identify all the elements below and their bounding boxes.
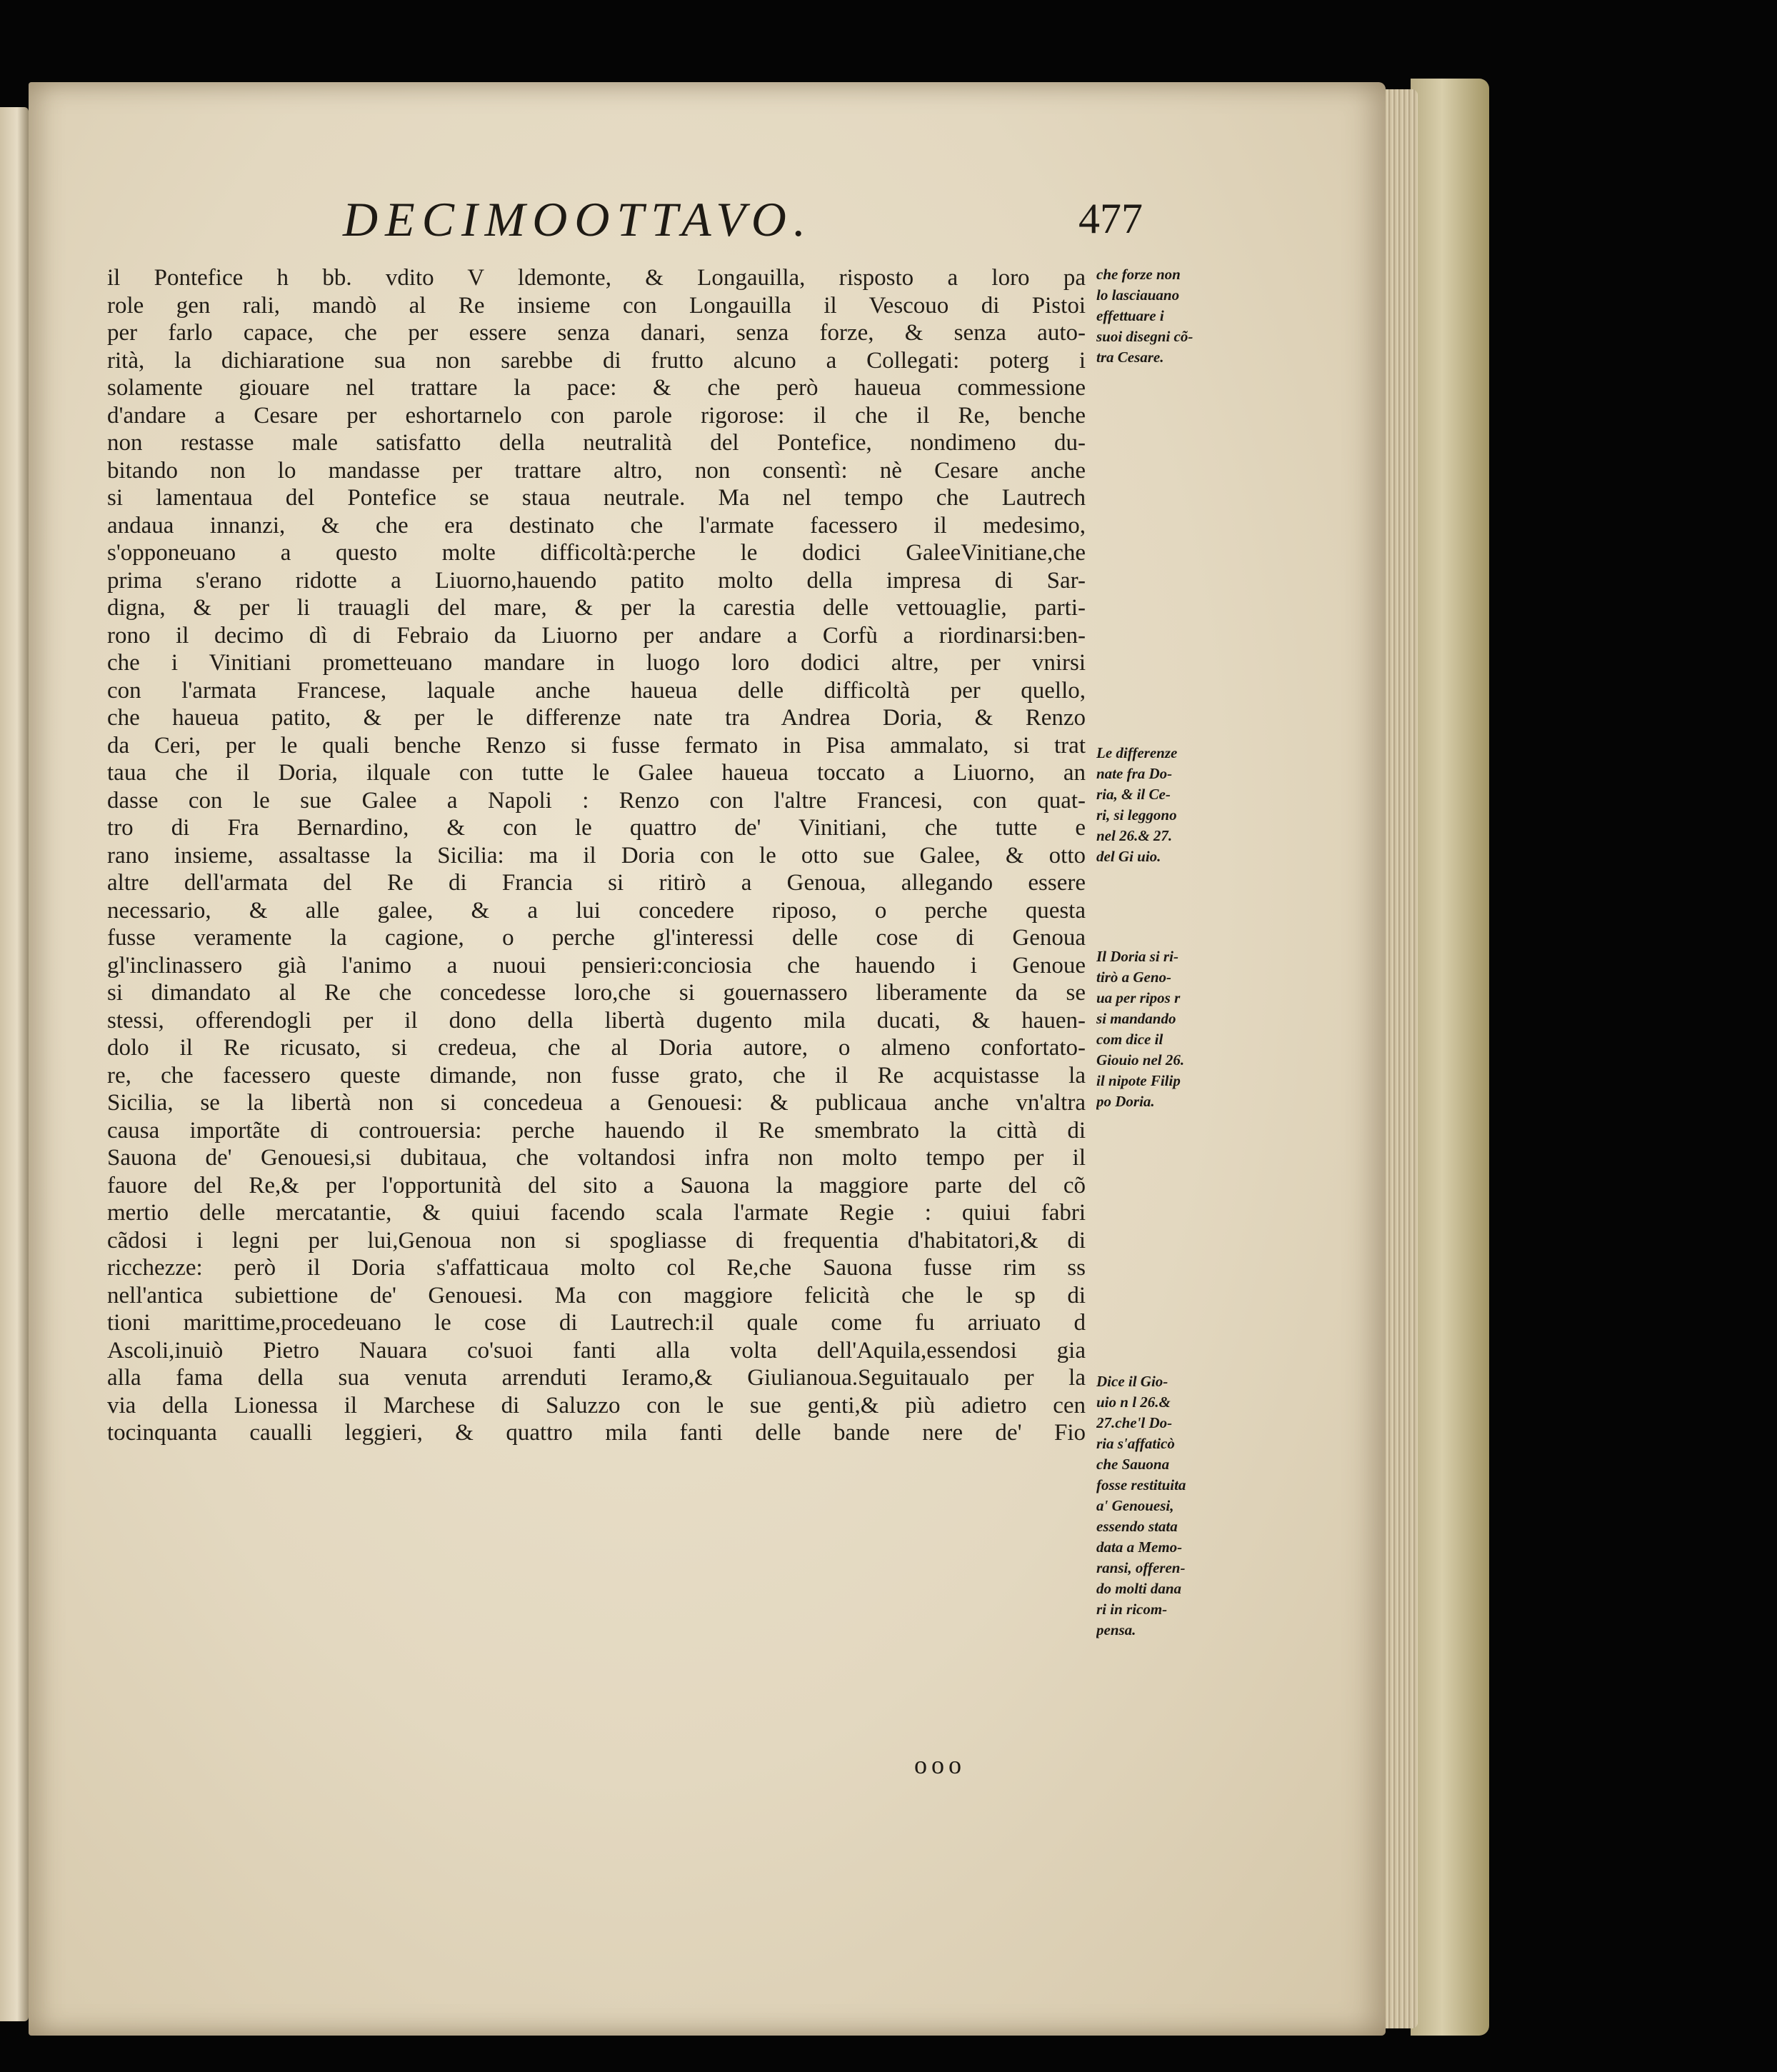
margin-note-line: do molti dana (1096, 1580, 1182, 1597)
text-line: alla fama della sua venuta arrenduti Ieramo,& Giulianoua.Seguitaualo per la (107, 1365, 1086, 1391)
text-line: s'opponeuano a questo molte difficoltà:perche le dodici GaleeVinitiane,che (107, 540, 1086, 566)
text-line: Ascoli,inuiò Pietro Nauara co'suoi fanti alla volta dell'Aquila,essendosi gia (107, 1337, 1086, 1363)
page-header (343, 191, 1143, 256)
text-line: role gen rali, mandò al Re insieme con Longauilla il Vescouo di Pistoi (107, 292, 1086, 319)
text-line: il Pontefice h bb. vdito V ldemonte, & Longauilla, risposto a loro pa (107, 265, 1086, 291)
text-line: necessario, & alle galee, & a lui concedere riposo, o perche questa (107, 897, 1086, 924)
text-line: prima s'erano ridotte a Liuorno,hauendo patito molto della impresa di Sar- (107, 567, 1086, 594)
text-line: dolo il Re ricusato, si credeua, che al Doria autore, o almeno confortato- (107, 1035, 1086, 1061)
margin-note-line: si mandando (1096, 1010, 1176, 1027)
text-line: d'andare a Cesare per eshortarnelo con parole rigorose: il che il Re, benche (107, 402, 1086, 429)
margin-note-line: a' Genouesi, (1096, 1497, 1174, 1514)
margin-note-differenze (1096, 743, 1232, 867)
margin-note-line: nel 26.& 27. (1096, 827, 1173, 844)
text-line: tro di Fra Bernardino, & con le quattro de' Vinitiani, che tutte e (107, 815, 1086, 841)
margin-note-line: pensa. (1096, 1621, 1136, 1638)
text-line: bitando non lo mandasse per trattare altro, non consentì: nè Cesare anche (107, 457, 1086, 484)
text-line: nell'antica subiettione de' Genouesi. Ma con maggiore felicità che le sp di (107, 1282, 1086, 1308)
page-number: 477 (1078, 195, 1143, 242)
signature-mark: ooo (914, 1751, 966, 1779)
text-line: mertio delle mercatantie, & quiui facendo scala l'armate Regie : quiui fabri (107, 1200, 1086, 1226)
margin-note-line: nate fra Do- (1096, 765, 1173, 782)
text-line: cãdosi i legni per lui,Genoua non si spogliasse di frequentia d'habitatori,& di (107, 1227, 1086, 1253)
margin-note-line: po Doria. (1096, 1093, 1155, 1110)
margin-note-line: che forze non (1096, 266, 1181, 283)
margin-note-line: essendo stata (1096, 1518, 1178, 1535)
margin-note-forze (1096, 264, 1232, 368)
margin-note-line: data a Memo- (1096, 1538, 1183, 1556)
margin-note-line: fosse restituita (1096, 1476, 1186, 1493)
margin-note-line: effettuare i (1096, 307, 1164, 324)
text-line: andaua innanzi, & che era destinato che l'armate facessero il medesimo, (107, 512, 1086, 539)
text-line: fusse veramente la cagione, o perche gl'interessi delle cose di Genoua (107, 925, 1086, 951)
text-line: rano insieme, assaltasse la Sicilia: ma il Doria con le otto sue Galee, & otto (107, 842, 1086, 869)
text-line: altre dell'armata del Re di Francia si ritirò a Genoua, allegando essere (107, 870, 1086, 896)
text-line: che i Vinitiani prometteuano mandare in luogo loro dodici altre, per vnirsi (107, 650, 1086, 676)
margin-note-sauona (1096, 1371, 1232, 1641)
text-line: Sauona de' Genouesi,si dubitaua, che voltandosi infra non molto tempo per il (107, 1145, 1086, 1171)
text-line: taua che il Doria, ilquale con tutte le Galee haueua toccato a Liuorno, an (107, 760, 1086, 786)
margin-note-line: Le differenze (1096, 744, 1178, 761)
text-line: fauore del Re,& per l'opportunità del sito a Sauona la maggiore parte del cõ (107, 1172, 1086, 1198)
text-line: digna, & per li trauagli del mare, & per la carestia delle vettouaglie, parti- (107, 595, 1086, 621)
text-line: solamente giouare nel trattare la pace: & che però haueua commessione (107, 375, 1086, 401)
text-line: Sicilia, se la libertà non si concedeua a Genouesi: & publicaua anche vn'altra (107, 1090, 1086, 1116)
text-line: non restasse male satisfatto della neutralità del Pontefice, nondimeno du- (107, 430, 1086, 456)
margin-note-line: Giouio nel 26. (1096, 1051, 1185, 1068)
margin-note-line: ua per ripos r (1096, 989, 1181, 1006)
text-line: dasse con le sue Galee a Napoli : Renzo con l'altre Francesi, con quat- (107, 787, 1086, 814)
margin-note-line: com dice il (1096, 1031, 1163, 1048)
margin-note-line: 27.che'l Do- (1096, 1414, 1173, 1431)
book-cover-edge (1411, 79, 1489, 2036)
text-line: per farlo capace, che per essere senza danari, senza forze, & senza auto- (107, 320, 1086, 346)
text-line: tioni marittime,procedeuano le cose di Lautrech:il quale come fu arriuato d (107, 1310, 1086, 1336)
text-line: rità, la dichiaratione sua non sarebbe di frutto alcuno a Collegati: poterg i (107, 347, 1086, 374)
previous-page-edge (0, 107, 29, 2021)
margin-note-line: del Gi uio. (1096, 848, 1161, 865)
margin-note-line: uio n l 26.& (1096, 1393, 1171, 1411)
margin-note-line: ria, & il Ce- (1096, 786, 1171, 803)
main-text-block (107, 264, 1086, 1447)
margin-note-line: ransi, offeren- (1096, 1559, 1186, 1576)
text-line: causa importãte di controuersia: perche hauendo il Re smembrato la città di (107, 1117, 1086, 1143)
text-line: stessi, offerendogli per il dono della libertà dugento mila ducati, & hauen- (107, 1007, 1086, 1034)
text-line: con l'armata Francese, laquale anche haueua delle difficoltà per quello, (107, 677, 1086, 704)
margin-note-line: tirò a Geno- (1096, 969, 1171, 986)
text-line: tocinquanta caualli leggieri, & quattro mila fanti delle bande nere de' Fio (107, 1420, 1086, 1446)
margin-note-line: ri, si leggono (1096, 806, 1177, 824)
margin-note-line: lo lasciauano (1096, 286, 1180, 304)
running-title: DECIMOOTTAVO. (343, 192, 813, 246)
margin-note-line: Il Doria si ri- (1096, 948, 1178, 965)
margin-note-line: che Sauona (1096, 1456, 1170, 1473)
text-line: si lamentaua del Pontefice se staua neutrale. Ma nel tempo che Lautrech (107, 485, 1086, 511)
margin-note-line: il nipote Filip (1096, 1072, 1181, 1089)
text-line: gl'inclinassero già l'animo a nuoui pensieri:conciosia che hauendo i Genoue (107, 952, 1086, 979)
text-line: ricchezze: però il Doria s'affatticaua molto col Re,che Sauona fusse rim ss (107, 1255, 1086, 1281)
text-line: via della Lionessa il Marchese di Saluzzo con le sue genti,& più adietro cen (107, 1392, 1086, 1418)
text-line: re, che facessero queste dimande, non fusse grato, che il Re acquistasse la (107, 1062, 1086, 1088)
margin-note-line: ria s'affaticò (1096, 1435, 1175, 1452)
margin-note-line: ri in ricom- (1096, 1601, 1168, 1618)
margin-note-line: Dice il Gio- (1096, 1373, 1168, 1390)
margin-note-doria-ritiro (1096, 946, 1232, 1112)
text-line: che haueua patito, & per le differenze nate tra Andrea Doria, & Renzo (107, 705, 1086, 731)
text-line: si dimandato al Re che concedesse loro,che si gouernassero liberamente da se (107, 980, 1086, 1006)
margin-note-line: tra Cesare. (1096, 349, 1164, 366)
margin-note-line: suoi disegni cõ- (1096, 328, 1193, 345)
text-line: da Ceri, per le quali benche Renzo si fusse fermato in Pisa ammalato, si trat (107, 732, 1086, 759)
text-line: rono il decimo dì di Febraio da Liuorno per andare a Corfù a riordinarsi:ben- (107, 622, 1086, 649)
